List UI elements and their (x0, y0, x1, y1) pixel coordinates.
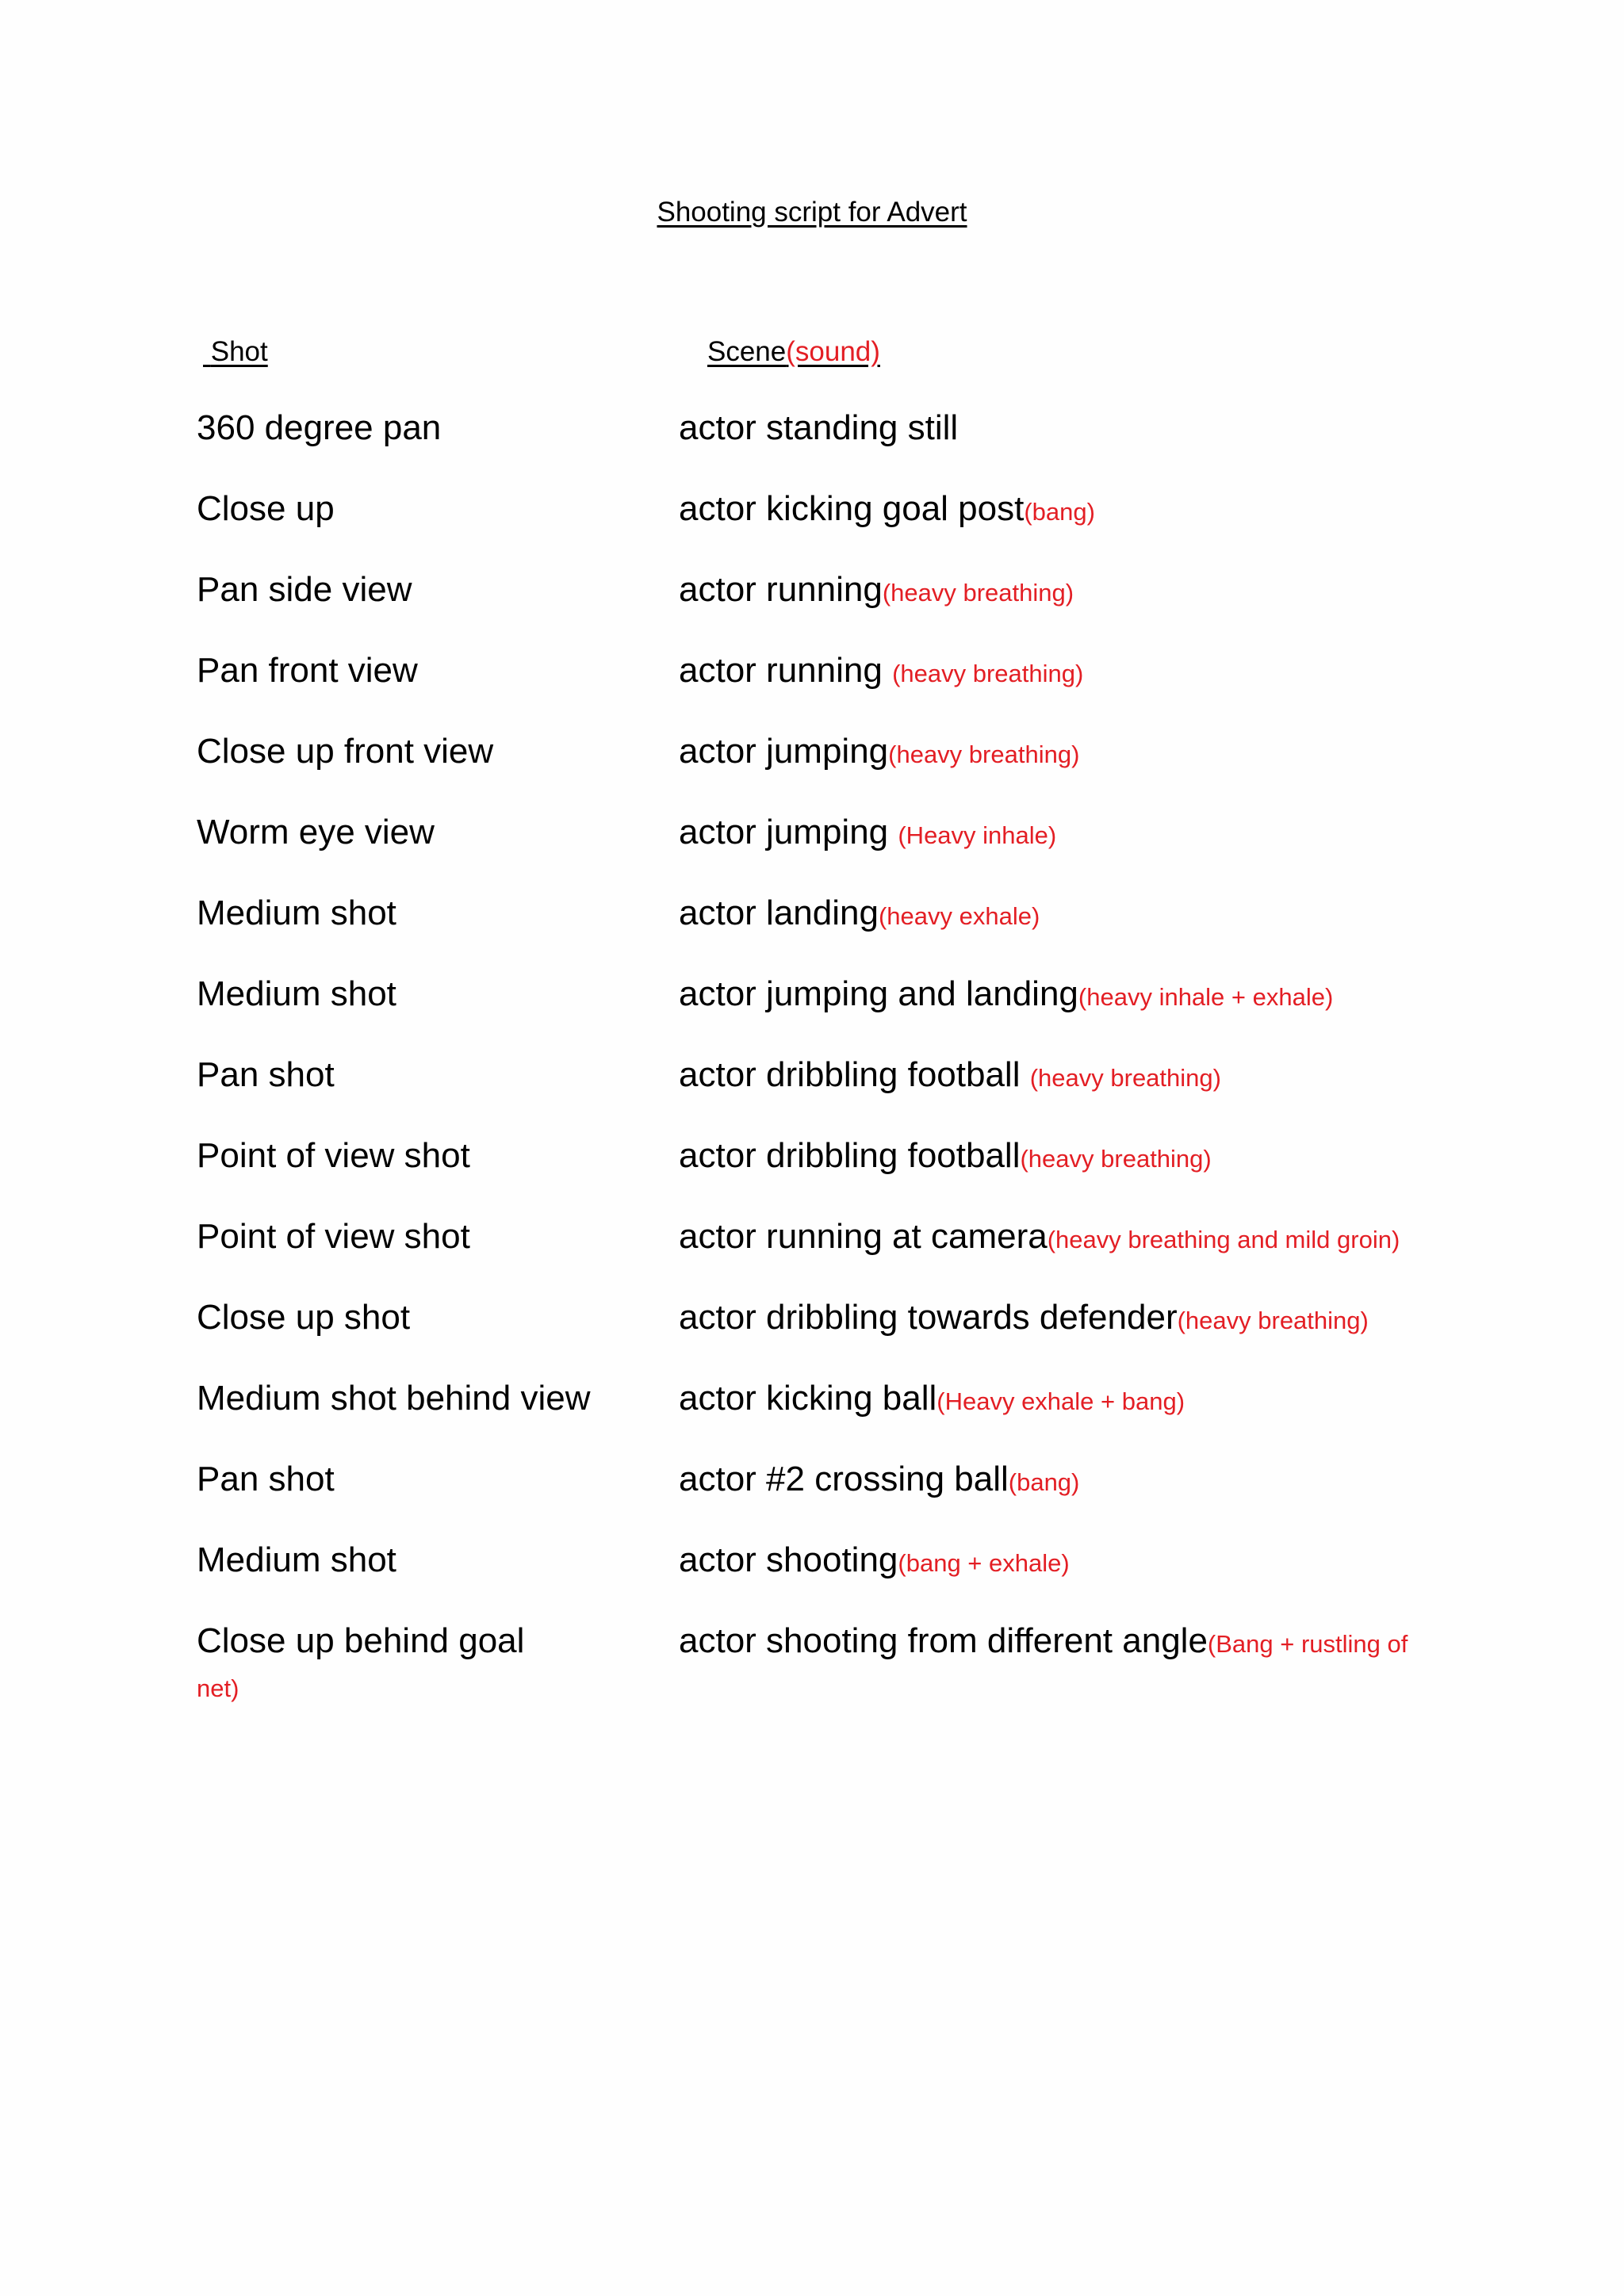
scene-cell (679, 974, 1333, 1014)
document-title: Shooting script for Advert (657, 197, 967, 228)
scene-cell (679, 408, 958, 448)
table-row (0, 1460, 1624, 1540)
scene-cell (679, 1136, 1212, 1176)
scene-cell (679, 1298, 1369, 1337)
scene-text: actor dribbling football (679, 1055, 1030, 1094)
table-row (0, 1055, 1624, 1136)
shot-header-label: Shot (210, 336, 268, 367)
table-row (0, 1379, 1624, 1460)
sound-note: (heavy breathing and mild groin) (1047, 1226, 1400, 1253)
scene-cell (679, 894, 1040, 933)
scene-cell (679, 732, 1079, 771)
shot-column-header (203, 336, 268, 368)
scene-text: actor dribbling towards defender (679, 1298, 1178, 1337)
scene-cell (679, 651, 1083, 691)
shot-cell: Point of view shot (197, 1136, 470, 1175)
shot-cell: Pan front view (197, 651, 418, 690)
scene-cell (679, 570, 1074, 610)
scene-text: actor running (679, 651, 893, 690)
scene-text: actor shooting from different angle (679, 1621, 1208, 1660)
shot-cell: Pan shot (197, 1460, 335, 1498)
scene-text: actor standing still (679, 408, 959, 447)
shot-cell: Close up behind goal (197, 1621, 525, 1660)
scene-text: actor shooting (679, 1540, 898, 1579)
table-row (0, 1217, 1624, 1298)
scene-cell (679, 1217, 1400, 1257)
table-row (0, 1621, 1624, 1702)
sound-note: (heavy breathing) (1020, 1145, 1212, 1173)
scene-header-label: Scene (707, 336, 787, 367)
scene-text: actor #2 crossing ball (679, 1460, 1009, 1498)
scene-text: actor dribbling football (679, 1136, 1021, 1175)
shot-cell: 360 degree pan (197, 408, 442, 447)
sound-note: (heavy breathing) (882, 579, 1074, 607)
scene-cell (679, 1460, 1079, 1499)
sound-note: (bang + exhale) (898, 1549, 1070, 1577)
scene-text: actor jumping (679, 732, 889, 771)
scene-text: actor running (679, 570, 883, 609)
shot-cell: Pan side view (197, 570, 412, 609)
sound-note: (Heavy exhale + bang) (936, 1387, 1185, 1415)
shot-cell: Worm eye view (197, 813, 435, 851)
shot-cell: Medium shot (197, 894, 396, 932)
scene-cell (679, 489, 1095, 529)
table-row (0, 813, 1624, 894)
shot-cell: Close up (197, 489, 335, 528)
shot-cell: Close up front view (197, 732, 494, 771)
shot-cell: Medium shot (197, 1540, 396, 1579)
table-row (0, 651, 1624, 732)
sound-note: (heavy exhale) (878, 902, 1040, 930)
sound-note: (Bang + rustling of (1207, 1630, 1408, 1658)
sound-note: (heavy breathing) (892, 660, 1084, 687)
shot-cell: Close up shot (197, 1298, 411, 1337)
scene-text: actor kicking ball (679, 1379, 937, 1418)
scene-text: actor running at camera (679, 1217, 1048, 1256)
sound-note: (heavy inhale + exhale) (1078, 983, 1334, 1011)
scene-cell (679, 1055, 1221, 1095)
scene-cell (679, 813, 1056, 852)
table-row (0, 1540, 1624, 1621)
scene-cell (679, 1379, 1185, 1418)
scene-text: actor kicking goal post (679, 489, 1025, 528)
shot-cell: Point of view shot (197, 1217, 470, 1256)
table-row (0, 1298, 1624, 1379)
table-row (0, 1136, 1624, 1217)
table-row (0, 974, 1624, 1055)
scene-text: actor jumping and landing (679, 974, 1078, 1013)
shot-cell: Pan shot (197, 1055, 335, 1094)
scene-cell (679, 1540, 1070, 1580)
table-row (0, 570, 1624, 651)
shot-cell: Medium shot (197, 974, 396, 1013)
scene-column-header (707, 336, 880, 368)
sound-note: (heavy breathing) (888, 740, 1080, 768)
scene-header-sound-note: (sound) (786, 336, 880, 367)
sound-note: (bang) (1008, 1468, 1080, 1496)
wrapped-sound-continuation: net) (197, 1674, 239, 1702)
sound-note: (bang) (1024, 498, 1095, 526)
sound-note: (Heavy inhale) (898, 821, 1057, 849)
table-row (0, 408, 1624, 489)
table-row (0, 732, 1624, 813)
scene-text: actor landing (679, 894, 879, 932)
sound-note: (heavy breathing) (1029, 1064, 1221, 1092)
table-row (0, 489, 1624, 570)
scene-text: actor jumping (679, 813, 898, 851)
table-row (0, 894, 1624, 974)
scene-cell (679, 1621, 1408, 1661)
shot-cell: Medium shot behind view (197, 1379, 591, 1418)
sound-note: (heavy breathing) (1177, 1307, 1369, 1334)
